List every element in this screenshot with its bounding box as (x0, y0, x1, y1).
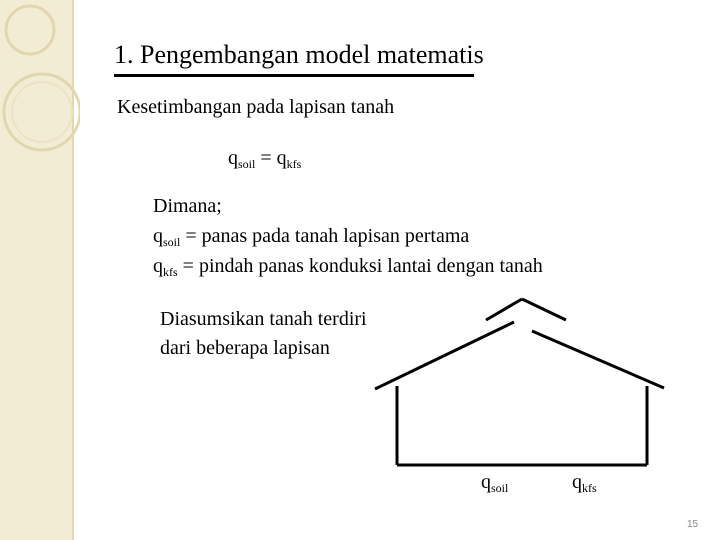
label-sub: kfs (582, 481, 597, 495)
label-q: q (572, 471, 582, 493)
diagram-label-qsoil (481, 472, 508, 494)
definition-qsoil (153, 226, 469, 248)
def-text: = panas pada tanah lapisan pertama (180, 225, 470, 247)
page-number: 15 (687, 519, 699, 530)
eq-sub2: kfs (286, 157, 302, 171)
assumption-line-2: dari beberapa lapisan (160, 337, 330, 359)
def-sub: soil (163, 235, 181, 249)
definition-qkfs (153, 256, 543, 278)
slide-title: 1. Pengembangan model matematis (114, 40, 484, 69)
circle-ring-2 (4, 74, 80, 150)
circle-ring-1 (6, 6, 54, 54)
balance-equation (228, 148, 301, 170)
def-sub: kfs (163, 265, 178, 279)
roof-left (375, 322, 514, 389)
eq-q1: q (228, 147, 238, 169)
roof-peak-right (522, 299, 566, 320)
label-sub: soil (491, 481, 509, 495)
eq-q2: q (276, 147, 287, 169)
def-text: = pindah panas konduksi lantai dengan tanah (177, 255, 543, 277)
house-diagram (370, 292, 670, 472)
title-underline (114, 74, 474, 77)
roof-peak-left (486, 299, 522, 320)
section-heading: Kesetimbangan pada lapisan tanah (117, 96, 395, 118)
eq-equals: = (255, 147, 277, 169)
assumption-line-1: Diasumsikan tanah terdiri (160, 308, 367, 330)
eq-sub1: soil (238, 157, 256, 171)
def-q: q (153, 225, 163, 247)
roof-right (532, 331, 664, 388)
decorative-circles (0, 0, 80, 200)
label-q: q (481, 471, 491, 493)
circle-ring-3 (12, 82, 72, 142)
dimana-label: Dimana; (153, 195, 222, 217)
def-q: q (153, 255, 163, 277)
diagram-label-qkfs (572, 472, 597, 494)
